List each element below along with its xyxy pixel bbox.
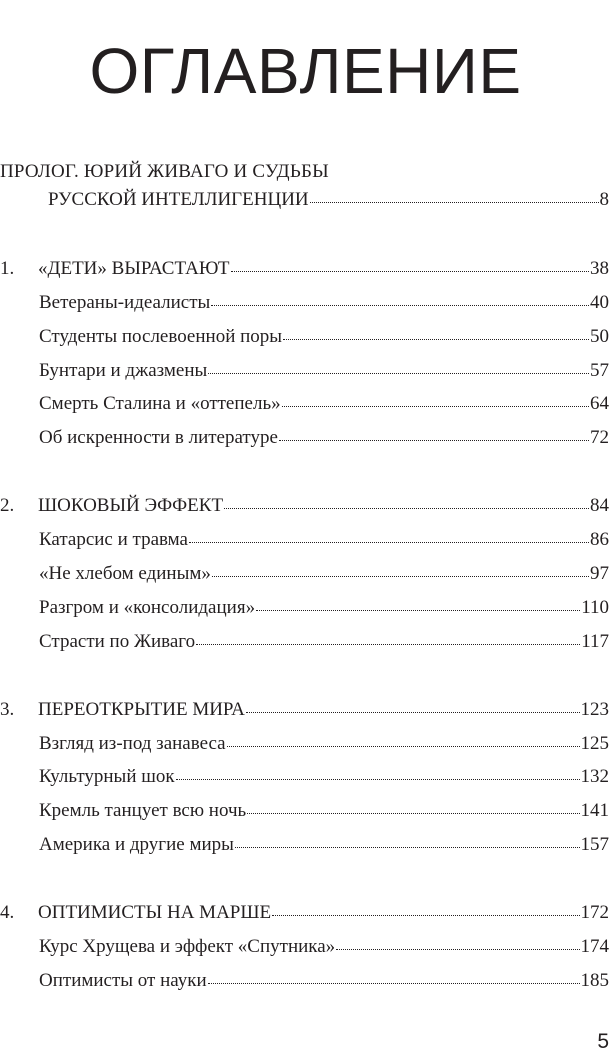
- chapter-number: 3.: [0, 699, 15, 720]
- chapter-entry[interactable]: [0, 494, 609, 518]
- section-entry[interactable]: [39, 392, 609, 416]
- section-title: «Не хлебом единым»: [39, 563, 211, 584]
- dot-leader: [176, 775, 580, 780]
- section-page: 50: [590, 326, 609, 347]
- dot-leader: [235, 843, 580, 848]
- section-page: 132: [580, 766, 609, 787]
- chapter-title: ШОКОВЫЙ ЭФФЕКТ: [38, 495, 224, 516]
- chapter-page: 38: [590, 258, 609, 279]
- section-entry[interactable]: [39, 325, 609, 349]
- section-page: 110: [581, 597, 609, 618]
- dot-leader: [212, 572, 589, 577]
- section-title: Смерть Сталина и «оттепель»: [39, 393, 281, 414]
- section-page: 141: [580, 800, 609, 821]
- dot-leader: [310, 198, 599, 203]
- section-entry[interactable]: [39, 630, 609, 654]
- section-title: Разгром и «консолидация»: [39, 597, 256, 618]
- section-entry[interactable]: [39, 359, 609, 383]
- dot-leader: [283, 335, 589, 340]
- section-entry[interactable]: [39, 426, 609, 450]
- chapter-page: 84: [590, 495, 609, 516]
- chapter-entry[interactable]: [0, 257, 609, 281]
- section-entry[interactable]: [39, 799, 609, 823]
- section-title: Культурный шок: [39, 766, 175, 787]
- dot-leader: [224, 504, 589, 509]
- dot-leader: [247, 809, 579, 814]
- chapter-title: ОПТИМИСТЫ НА МАРШЕ: [38, 902, 272, 923]
- section-entry[interactable]: [39, 562, 609, 586]
- dot-leader: [336, 945, 579, 950]
- section-title: Курс Хрущева и эффект «Спутника»: [39, 936, 336, 957]
- chapter-title: ПЕРЕОТКРЫТИЕ МИРА: [38, 699, 245, 720]
- chapter-title: «ДЕТИ» ВЫРАСТАЮТ: [38, 258, 230, 279]
- section-title: Об искренности в литературе: [39, 427, 278, 448]
- section-title: Страсти по Живаго: [39, 631, 196, 652]
- section-entry[interactable]: [39, 528, 609, 552]
- section-page: 157: [580, 834, 609, 855]
- dot-leader: [279, 436, 589, 441]
- section-entry[interactable]: [39, 969, 609, 993]
- section-page: 185: [580, 970, 609, 991]
- dot-leader: [282, 402, 589, 407]
- prolog-title-line-2: РУССКОЙ ИНТЕЛЛИГЕНЦИИ: [48, 189, 309, 210]
- section-title: Студенты послевоенной поры: [39, 326, 283, 347]
- dot-leader: [208, 979, 580, 984]
- section-title: Взгляд из-под занавеса: [39, 733, 226, 754]
- section-page: 40: [590, 292, 609, 313]
- section-title: Бунтари и джазмены: [39, 360, 208, 381]
- section-page: 174: [580, 936, 609, 957]
- section-page: 57: [590, 360, 609, 381]
- dot-leader: [189, 538, 589, 543]
- section-entry[interactable]: [39, 732, 609, 756]
- section-page: 86: [590, 529, 609, 550]
- prolog-page: 8: [599, 189, 609, 210]
- section-page: 97: [590, 563, 609, 584]
- prolog-title-line-1: ПРОЛОГ. ЮРИЙ ЖИВАГО И СУДЬБЫ: [0, 161, 329, 182]
- section-title: Ветераны-идеалисты: [39, 292, 211, 313]
- dot-leader: [208, 369, 589, 374]
- chapter-number: 2.: [0, 495, 15, 516]
- section-page: 72: [590, 427, 609, 448]
- section-entry[interactable]: [39, 291, 609, 315]
- page-title: ОГЛАВЛЕНИЕ: [89, 34, 522, 107]
- dot-leader: [256, 606, 580, 611]
- chapter-page: 172: [580, 902, 609, 923]
- chapter-number: 1.: [0, 258, 15, 279]
- dot-leader: [246, 708, 580, 713]
- section-page: 64: [590, 393, 609, 414]
- dot-leader: [231, 267, 589, 272]
- dot-leader: [196, 640, 580, 645]
- prolog-entry[interactable]: [48, 188, 609, 212]
- section-entry[interactable]: [39, 596, 609, 620]
- section-title: Америка и другие миры: [39, 834, 234, 855]
- chapter-page: 123: [580, 699, 609, 720]
- section-page: 125: [580, 733, 609, 754]
- chapter-entry[interactable]: [0, 901, 609, 925]
- dot-leader: [227, 742, 580, 747]
- section-page: 117: [581, 631, 609, 652]
- chapter-entry[interactable]: [0, 698, 609, 722]
- section-entry[interactable]: [39, 935, 609, 959]
- section-title: Оптимисты от науки: [39, 970, 207, 991]
- dot-leader: [211, 301, 589, 306]
- page-number: 5: [597, 1030, 609, 1053]
- dot-leader: [272, 911, 579, 916]
- chapter-number: 4.: [0, 902, 15, 923]
- section-entry[interactable]: [39, 765, 609, 789]
- section-title: Кремль танцует всю ночь: [39, 800, 247, 821]
- section-title: Катарсис и травма: [39, 529, 188, 550]
- section-entry[interactable]: [39, 833, 609, 857]
